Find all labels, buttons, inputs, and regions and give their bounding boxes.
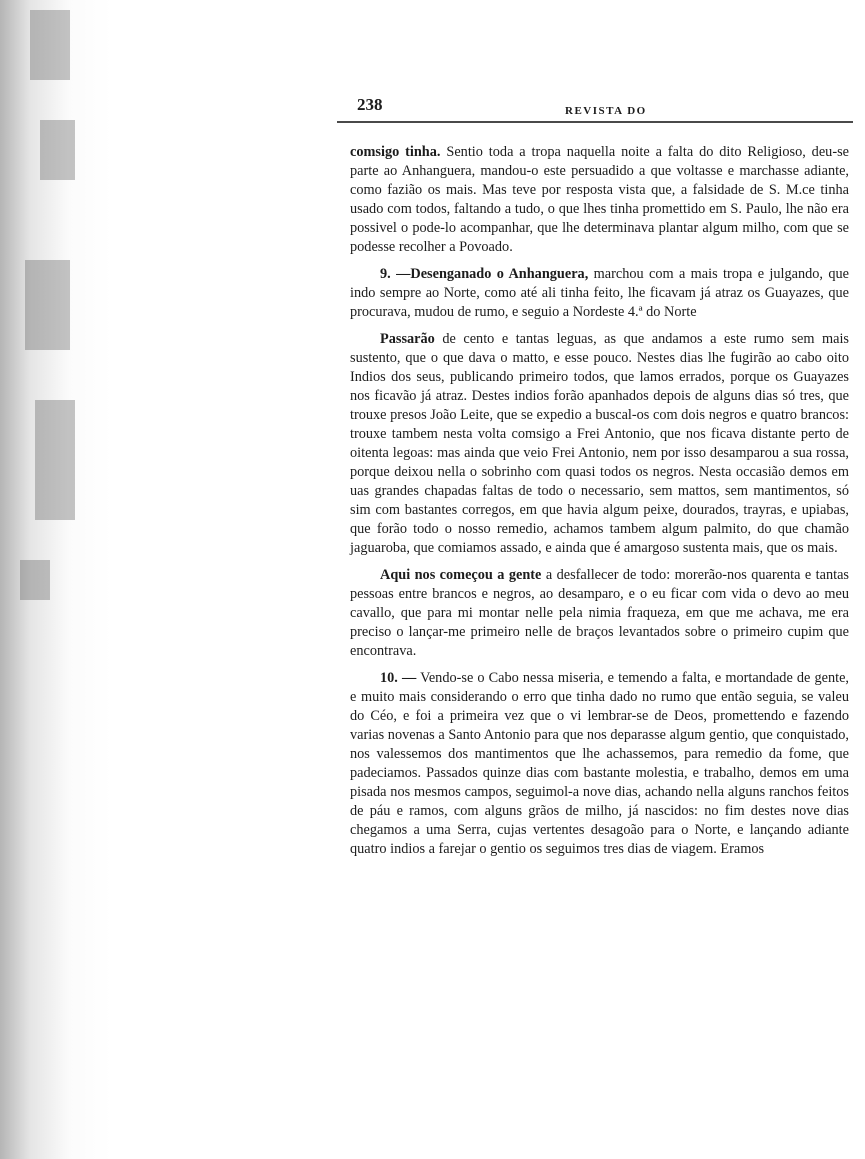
page-header	[337, 95, 853, 123]
paragraph-text: a desfallecer de todo: morerão-nos quarenta e tantas pessoas entre brancos e negros, ao desamparo, e o eu ficar com vida o devo ao meu cavallo, que para mi montar nelle pela nimia fraqueza, em que me achava, me era preciso o lançar-me primeiro nelle de braços levantados sobre o primeiro cupim que encontrava.	[350, 567, 849, 659]
paragraph-lead: 10. —	[380, 670, 417, 686]
scan-blot	[25, 260, 70, 350]
scan-blot	[35, 400, 75, 520]
paragraph	[350, 265, 849, 322]
scan-blot	[30, 10, 70, 80]
paragraph	[350, 669, 849, 859]
scan-blot	[40, 120, 75, 180]
scan-blot	[20, 560, 50, 600]
paragraph-text: Sentio toda a tropa naquella noite a falta do dito Religioso, deu-se parte ao Anhanguera, mandou-o este persuadido a que voltasse e marchasse adiante, como fazião os mais. Mas teve por resposta vista que, a falsidade de S. M.ce tinha usado com todos, faltando a tudo, o que lhes tinha promettido em S. Paulo, lhe não era possivel o pode-lo acompanhar, que lhe determinava plantar algum milho, com que se podesse recolher a Povoado.	[350, 144, 849, 255]
page-number: 238	[357, 95, 383, 114]
paragraph	[350, 143, 849, 257]
running-title: REVISTA DO	[565, 105, 647, 117]
paragraph-lead: Passarão	[380, 331, 435, 347]
paragraph-lead: Aqui nos começou a gente	[380, 567, 542, 583]
document-page	[337, 95, 853, 867]
paragraph	[350, 566, 849, 661]
paragraph	[350, 330, 849, 558]
body-text	[337, 143, 853, 859]
paragraph-text: de cento e tantas leguas, as que andamos a este rumo sem mais sustento, que o que dava o matto, e esse pouco. Nestes dias lhe fugirão ao cabo oito Indios dos seus, publicando primeiro todos, que lamos errados, porque os Guayazes nos ficavão já atraz. Destes indios forão apanhados depois de alguns dias só tres, que trouxe presos João Leite, que se expedio a buscal-os com dois negros e quatro brancos: trouxe tambem nesta volta comsigo a Frei Antonio, que nos ficava distante perto de oitenta legoas: mas ainda que veio Frei Antonio, nem por isso desamparou a sua rossa, porque deixou nella o sobrinho com quasi todos os negros. Nesta occasião demos em uas grandes chapadas faltas de todo o necessario, sem mattos, sem mantimentos, só sim com bastantes corregos, em que havia algum peixe, dourados, trayras, e upiabas, que forão todo o nosso remedio, achamos tambem algum palmito, do que chamão jaguaroba, que comiamos assado, e ainda que é amargoso sustenta mais, que os mais.	[350, 331, 849, 556]
paragraph-text: Vendo-se o Cabo nessa miseria, e temendo a falta, e mortandade de gente, e muito mais considerando o erro que tinha dado no rumo que então seguia, se valeu do Céo, e foi a primeira vez que o vi lembrar-se de Deos, promettendo e fazendo varias novenas a Santo Antonio para que nos deparasse algum gentio, que conquistado, nos valessemos dos mantimentos que lhe achassemos, para remedio da fome, que padeciamos. Passados quinze dias com bastante molestia, e trabalho, demos em uma pisada nos mesmos campos, seguimol-a nove dias, achando nella alguns ranchos feitos de páu e ramos, com alguns grãos de milho, já nascidos: no fim destes nove dias chegamos a uma Serra, cujas vertentes desagoão para o Norte, e lançando adiante quatro indios a farejar o gentio os seguimos tres dias de viagem. Eramos	[350, 670, 850, 857]
paragraph-lead: 9. —Desenganado o Anhanguera,	[380, 266, 589, 282]
paragraph-text: marchou com a mais tropa e julgando, que indo sempre ao Norte, como até ali tinha feito, lhe ficavam já atraz os Guayazes, que procurava, mudou de rumo, e seguio a Nordeste 4.ª do Norte	[350, 266, 849, 320]
paragraph-lead: comsigo tinha.	[350, 144, 441, 160]
scan-edge-shadow	[0, 0, 112, 1159]
